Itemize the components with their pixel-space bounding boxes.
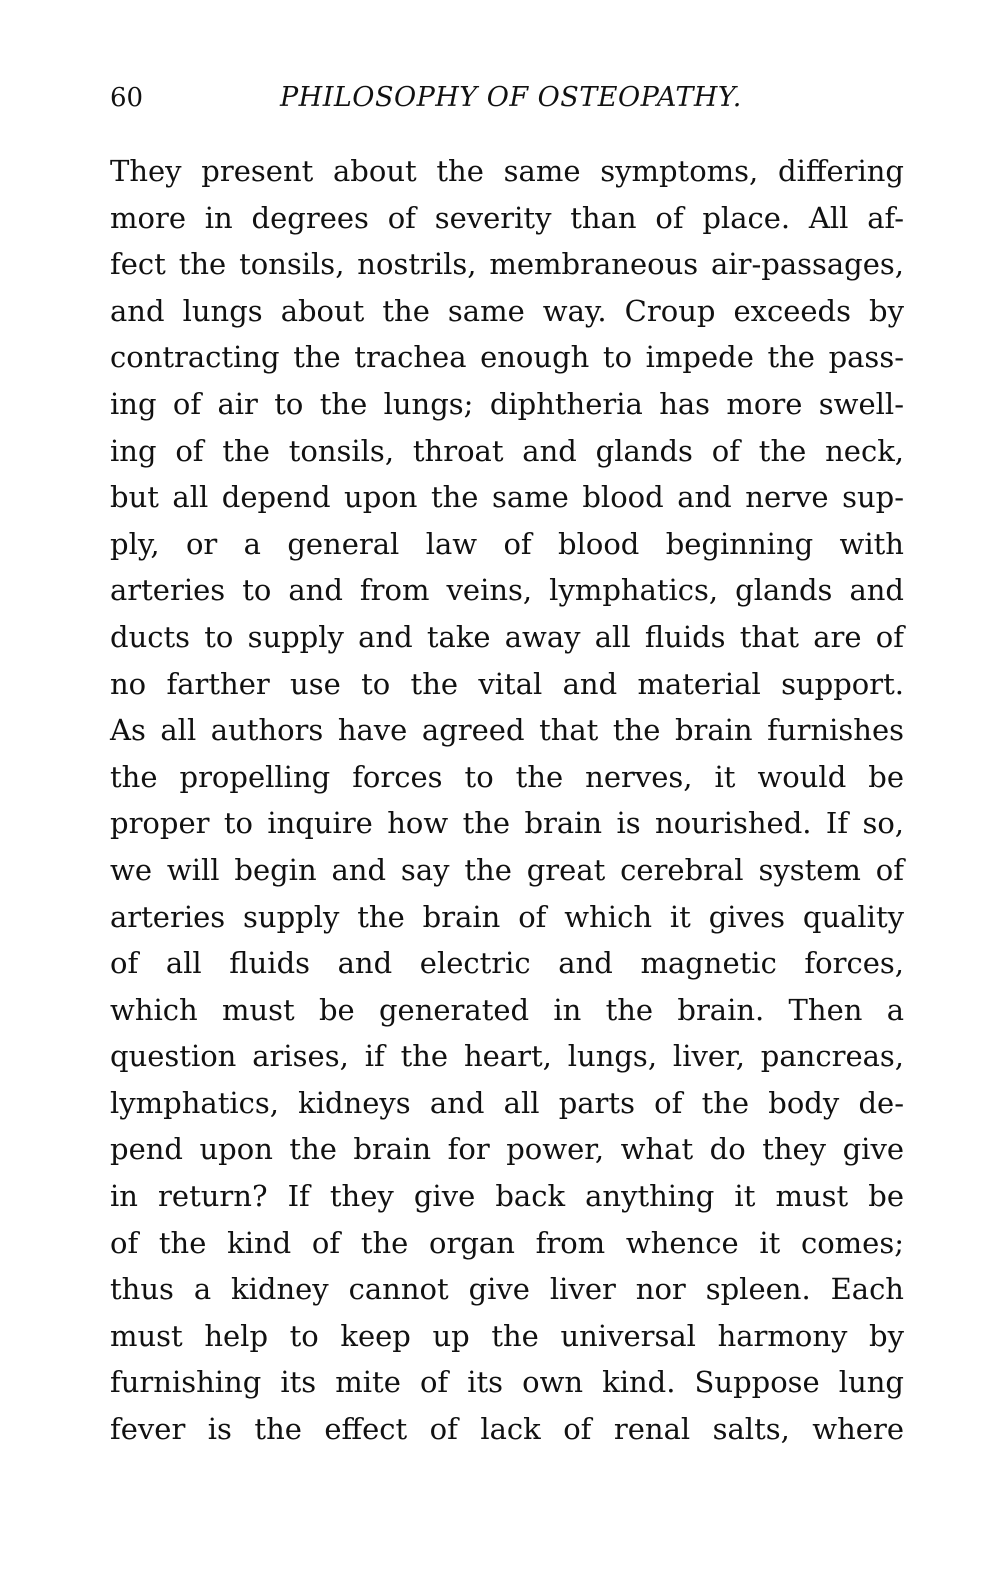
text-line: ing of air to the lungs; diphtheria has more swell- — [110, 386, 904, 421]
text-line: fever is the effect of lack of renal salts, where — [110, 1412, 904, 1447]
text-line: proper to inquire how the brain is nourished. If so, — [110, 806, 904, 841]
text-line: of the kind of the organ from whence it comes; — [110, 1225, 904, 1260]
text-line: arteries to and from veins, lymphatics, glands and — [110, 573, 904, 608]
text-line: in return? If they give back anything it must be — [110, 1179, 904, 1214]
page-number: 60 — [110, 83, 144, 113]
text-line: They present about the same symptoms, differing — [110, 154, 904, 188]
text-line: thus a kidney cannot give liver nor spleen. Each — [110, 1272, 904, 1307]
text-line: more in degrees of severity than of place. All af- — [110, 200, 904, 235]
text-line: lymphatics, kidneys and all parts of the body de- — [110, 1085, 904, 1120]
text-line: question arises, if the heart, lungs, liver, pancreas, — [110, 1039, 904, 1074]
text-line: must help to keep up the universal harmony by — [110, 1318, 904, 1353]
text-line: which must be generated in the brain. Then a — [110, 992, 904, 1027]
text-line: we will begin and say the great cerebral system of — [110, 852, 904, 887]
text-line: contracting the trachea enough to impede the pass- — [110, 340, 904, 375]
text-line: the propelling forces to the nerves, it would be — [110, 759, 904, 794]
text-line: and lungs about the same way. Croup exceeds by — [110, 293, 904, 328]
text-line: As all authors have agreed that the brain furnishes — [110, 713, 904, 748]
body-paragraph — [110, 148, 904, 1453]
text-line: but all depend upon the same blood and nerve sup- — [110, 480, 904, 515]
text-line: ducts to supply and take away all fluids that are of — [110, 619, 904, 654]
text-line: no farther use to the vital and material support. — [110, 666, 904, 701]
text-line: pend upon the brain for power, what do they give — [110, 1132, 904, 1167]
text-line: of all fluids and electric and magnetic forces, — [110, 946, 904, 981]
running-title: PHILOSOPHY OF OSTEOPATHY. — [280, 82, 742, 113]
text-line: furnishing its mite of its own kind. Suppose lung — [110, 1365, 904, 1400]
text-line: ing of the tonsils, throat and glands of the neck, — [110, 433, 904, 468]
text-line: ply, or a general law of blood beginning with — [110, 526, 904, 561]
text-line: arteries supply the brain of which it gives quality — [110, 899, 904, 934]
page-header — [110, 78, 910, 118]
text-line: fect the tonsils, nostrils, membraneous air-passages, — [110, 247, 904, 282]
